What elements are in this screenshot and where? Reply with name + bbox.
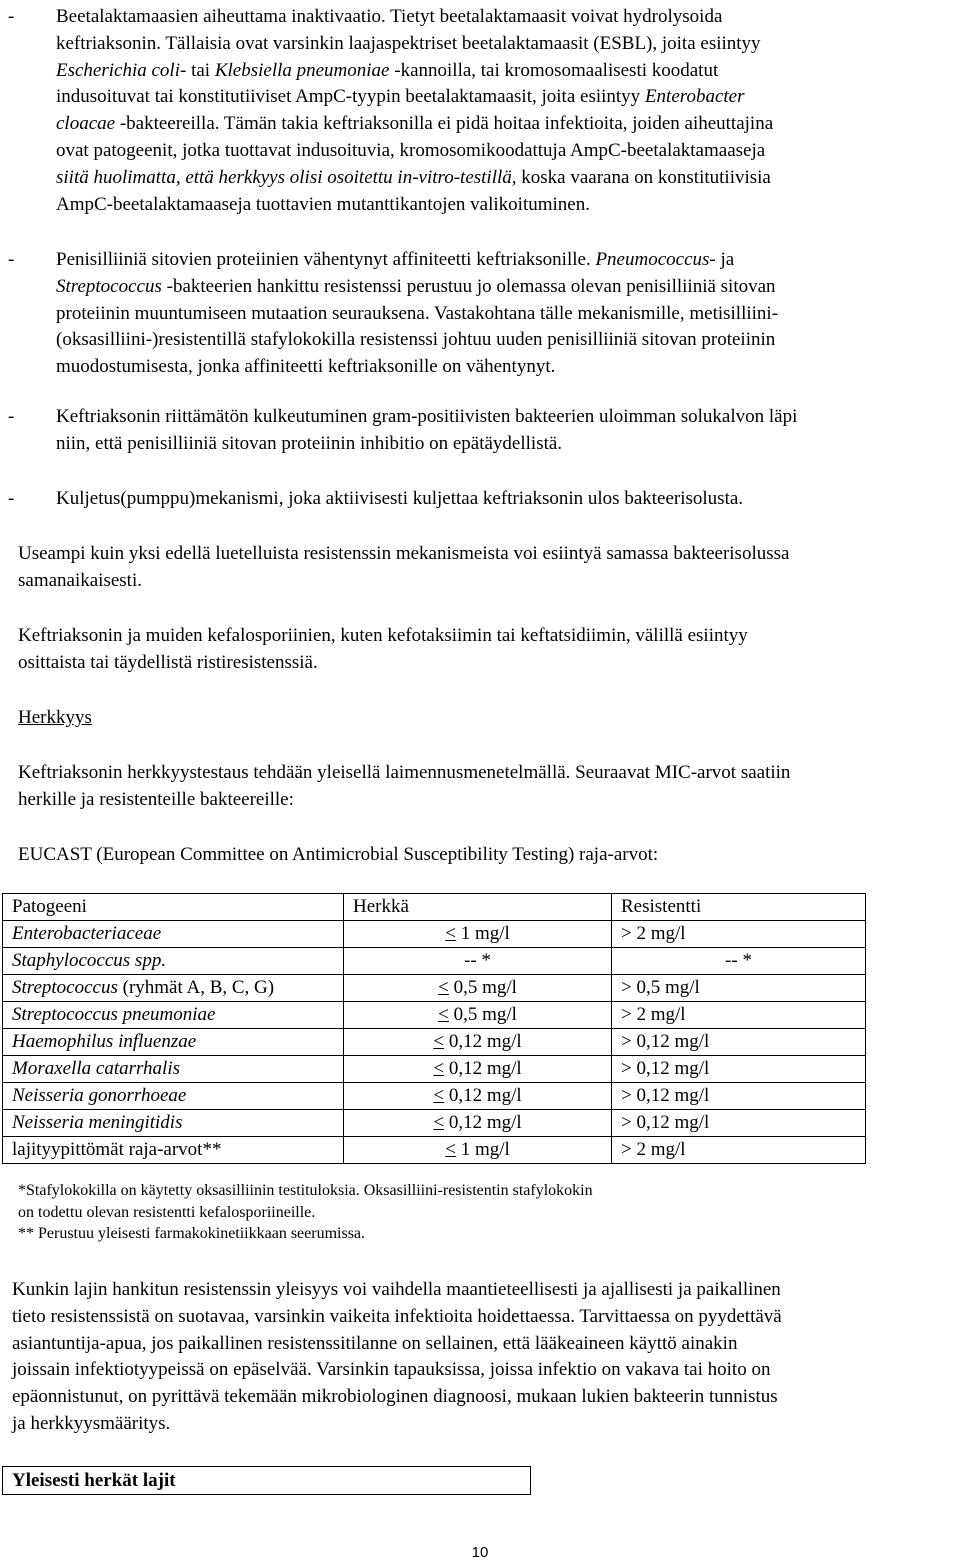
susceptible-cell xyxy=(344,921,612,948)
pathogen-cell xyxy=(3,1110,344,1137)
less-or-equal-symbol: < xyxy=(445,1139,456,1160)
susceptible-value: 1 mg/l xyxy=(455,1139,510,1160)
paragraph-testing xyxy=(18,759,956,813)
bullet-dash: - xyxy=(8,488,15,509)
text-run: indusoituvat tai konstitutiiviset AmpC-tyypin beetalaktamaasit, joita esiintyy xyxy=(56,86,645,108)
less-or-equal-symbol: < xyxy=(433,1085,445,1106)
italic-run: Neisseria gonorrhoeae xyxy=(12,1085,187,1106)
column-header: Patogeeni xyxy=(3,894,344,921)
bullet-dash: - xyxy=(8,249,15,270)
bullet-text xyxy=(56,4,956,218)
paragraph-regional-resistance xyxy=(12,1277,956,1438)
text-run: -bakteerien hankittu resistenssi perustuu jo olemassa olevan penisilliiniä sitovan xyxy=(161,275,776,297)
text-line xyxy=(56,31,956,58)
resistant-cell: > 0,12 mg/l xyxy=(612,1083,866,1110)
text-run: Kuljetus(pumppu)mekanismi, joka aktiivisesti kuljettaa keftriaksonin ulos bakteerisolusta. xyxy=(56,488,744,509)
text-run: Keftriaksonin riittämätön kulkeutuminen gram-positiivisten bakteerien uloimman solukalvon läpi xyxy=(56,406,798,427)
table-row xyxy=(3,948,866,975)
section-box-commonly-susceptible: Yleisesti herkät lajit xyxy=(2,1466,531,1495)
paragraph-cross-resistance xyxy=(18,622,956,676)
italic-run: Streptococcus xyxy=(12,977,118,998)
susceptible-value: 0,12 mg/l xyxy=(444,1058,522,1079)
text-line xyxy=(56,301,956,328)
table-row xyxy=(3,921,866,948)
text-run: koska vaarana on konstitutiivisia xyxy=(516,166,771,188)
less-or-equal-symbol: < xyxy=(433,1031,445,1052)
resistant-cell: > 0,12 mg/l xyxy=(612,1110,866,1137)
pathogen-cell xyxy=(3,1083,344,1110)
italic-run: cloacae xyxy=(56,113,116,135)
text-run: lajityypittömät raja-arvot** xyxy=(12,1139,222,1160)
text-line: Useampi kuin yksi edellä luetelluista resistenssin mekanismeista voi esiintyä samassa bakteerisolussa xyxy=(18,543,790,564)
text-line xyxy=(56,192,956,219)
page-number: 10 xyxy=(471,1544,489,1561)
text-line: osittaista tai täydellistä ristiresistenssiä. xyxy=(18,652,318,673)
text-line: Keftriaksonin ja muiden kefalosporiinien, kuten kefotaksiimin tai keftatsidiimin, välillä esiintyy xyxy=(18,625,748,646)
footnote-line: *Stafylokokilla on käytetty oksasilliinin testituloksia. Oksasilliini-resistentin stafylokokin xyxy=(18,1182,593,1199)
text-line: asiantuntija-apua, jos paikallinen resistenssitilanne on sellainen, että lääkeaineen käyttö ainakin xyxy=(12,1332,738,1354)
text-line xyxy=(56,111,956,138)
susceptible-value: 0,5 mg/l xyxy=(448,977,517,998)
susceptible-value: 0,12 mg/l xyxy=(444,1031,522,1052)
bullet-item xyxy=(8,247,956,381)
less-or-equal-symbol: < xyxy=(438,1004,449,1025)
resistant-cell: > 0,5 mg/l xyxy=(612,975,866,1002)
text-run: Beetalaktamaasien aiheuttama inaktivaatio. Tietyt beetalaktamaasit voivat hydrolysoida xyxy=(56,6,723,27)
text-run: Penisilliiniä sitovien proteiinien vähentynyt affiniteetti keftriaksonille. xyxy=(56,249,596,270)
column-header: Herkkä xyxy=(344,894,612,921)
susceptible-cell xyxy=(344,1137,612,1164)
resistant-cell: -- * xyxy=(612,948,866,975)
resistant-cell: > 0,12 mg/l xyxy=(612,1056,866,1083)
text-run: keftriaksonin. Tällaisia ovat varsinkin laajaspektriset beetalaktamaasit (ESBL), joita esiintyy xyxy=(56,32,761,54)
pathogen-cell xyxy=(3,1029,344,1056)
text-line xyxy=(56,138,956,165)
less-or-equal-symbol: < xyxy=(438,977,449,998)
mic-breakpoint-table xyxy=(2,893,866,1164)
italic-run: Enterobacter xyxy=(644,86,745,108)
text-line xyxy=(56,274,956,301)
text-line xyxy=(56,247,956,274)
text-run: niin, että penisilliiniä sitovan proteiinin inhibitio on epätäydellistä. xyxy=(56,432,563,454)
susceptible-value: 0,5 mg/l xyxy=(448,1004,517,1025)
italic-run: Streptococcus xyxy=(56,275,162,297)
text-line xyxy=(56,431,956,458)
text-run: - tai xyxy=(180,59,215,81)
less-or-equal-symbol: < xyxy=(433,1058,445,1079)
susceptible-value: 0,12 mg/l xyxy=(444,1085,522,1106)
pathogen-cell xyxy=(3,921,344,948)
bullet-text xyxy=(56,486,956,513)
footnote-line: ** Perustuu yleisesti farmakokinetiikkaan seerumissa. xyxy=(18,1225,366,1242)
table-row xyxy=(3,1083,866,1110)
susceptible-value: 1 mg/l xyxy=(455,923,510,944)
bullet-dash: - xyxy=(8,6,15,27)
susceptible-cell xyxy=(344,975,612,1002)
table-row xyxy=(3,1029,866,1056)
text-line xyxy=(56,354,956,381)
bullet-item xyxy=(8,404,956,458)
paragraph-multiple-mechanisms xyxy=(18,540,956,594)
text-run: - ja xyxy=(709,249,735,270)
susceptible-value: 0,12 mg/l xyxy=(444,1112,522,1133)
italic-run: Staphylococcus spp. xyxy=(12,950,167,971)
text-run: -bakteereilla. Tämän takia keftriaksonilla ei pidä hoitaa infektioita, joiden aiheuttajina xyxy=(115,113,774,135)
column-header: Resistentti xyxy=(612,894,866,921)
table-row xyxy=(3,1002,866,1029)
italic-run: Enterobacteriaceae xyxy=(12,923,162,944)
pathogen-cell xyxy=(3,1002,344,1029)
susceptible-cell xyxy=(344,1110,612,1137)
text-line: Keftriaksonin herkkyystestaus tehdään yleisellä laimennusmenetelmällä. Seuraavat MIC-arvot saatiin xyxy=(18,762,791,783)
paragraph-eucast: EUCAST (European Committee on Antimicrobial Susceptibility Testing) raja-arvot: xyxy=(18,844,659,865)
pathogen-cell xyxy=(3,1056,344,1083)
section-heading-susceptibility: Herkkyys xyxy=(18,707,92,728)
resistant-cell: > 2 mg/l xyxy=(612,1002,866,1029)
bullet-item xyxy=(8,486,956,513)
bullet-dash: - xyxy=(8,406,15,427)
text-line xyxy=(56,4,956,31)
less-or-equal-symbol: < xyxy=(433,1112,445,1133)
susceptible-cell xyxy=(344,1056,612,1083)
italic-run: Streptococcus pneumoniae xyxy=(12,1004,216,1025)
text-run: (oksasilliini-)resistentillä stafylokokilla resistenssi johtuu uuden penisilliiniä sitovan proteiinin xyxy=(56,329,776,351)
text-line xyxy=(56,165,956,192)
text-line: tieto resistenssistä on suotavaa, varsinkin vaikeita infektioita hoidettaessa. Tarvittaessa on pyydettävä xyxy=(12,1305,782,1327)
bullet-text xyxy=(56,404,956,458)
text-run: -kannoilla, tai kromosomaalisesti koodatut xyxy=(389,59,719,81)
table-row xyxy=(3,1056,866,1083)
resistant-cell: > 2 mg/l xyxy=(612,921,866,948)
text-line: Kunkin lajin hankitun resistenssin yleisyys voi vaihdella maantieteellisesti ja ajallisesti ja paikallinen xyxy=(12,1279,781,1300)
pathogen-cell xyxy=(3,948,344,975)
susceptible-cell xyxy=(344,1083,612,1110)
text-line: joissain infektiotyypeissä on epäselvää. Varsinkin tapauksissa, joissa infektio on vakava tai hoito on xyxy=(12,1359,771,1381)
italic-run: Neisseria meningitidis xyxy=(12,1112,183,1133)
text-line: epäonnistunut, on pyrittävä tekemään mikrobiologinen diagnoosi, mukaan lukien bakteerin tunnistus xyxy=(12,1386,778,1408)
text-line xyxy=(56,84,956,111)
text-run: (ryhmät A, B, C, G) xyxy=(117,977,275,998)
text-line xyxy=(56,486,956,513)
italic-run: Moraxella catarrhalis xyxy=(12,1058,181,1079)
footnote-line: on todettu olevan resistentti kefalosporiineille. xyxy=(18,1203,316,1221)
susceptible-cell: -- * xyxy=(344,948,612,975)
text-line xyxy=(56,327,956,354)
italic-run: Haemophilus influenzae xyxy=(12,1031,197,1052)
text-run: ovat patogeenit, jotka tuottavat indusoituvia, kromosomikoodattuja AmpC-beetalaktamaaseja xyxy=(56,139,766,161)
table-header-row xyxy=(3,894,866,921)
italic-run: Pneumococcus xyxy=(595,249,710,270)
text-run: muodostumisesta, jonka affiniteetti keftriaksonille on vähentynyt. xyxy=(56,356,556,378)
less-or-equal-symbol: < xyxy=(445,923,456,944)
table-footnotes xyxy=(18,1180,918,1245)
resistant-cell: > 0,12 mg/l xyxy=(612,1029,866,1056)
pathogen-cell xyxy=(3,975,344,1002)
table-row xyxy=(3,1110,866,1137)
text-line: samanaikaisesti. xyxy=(18,570,142,591)
susceptible-cell xyxy=(344,1002,612,1029)
italic-run: siitä huolimatta, että herkkyys olisi osoitettu in-vitro-testillä, xyxy=(56,166,517,188)
text-run: AmpC-beetalaktamaaseja tuottavien mutanttikantojen valikoituminen. xyxy=(56,193,590,215)
pathogen-cell xyxy=(3,1137,344,1164)
text-line xyxy=(56,58,956,85)
susceptible-cell xyxy=(344,1029,612,1056)
text-run: proteiinin muuntumiseen mutaation seurauksena. Vastakohtana tälle mekanismille, metisilliini- xyxy=(56,302,779,324)
text-line xyxy=(56,404,956,431)
italic-run: Klebsiella pneumoniae xyxy=(214,59,390,81)
text-line: ja herkkyysmääritys. xyxy=(12,1412,171,1434)
table-row xyxy=(3,1137,866,1164)
table-row xyxy=(3,975,866,1002)
bullet-item xyxy=(8,4,956,218)
italic-run: Escherichia coli xyxy=(56,59,180,81)
resistant-cell: > 2 mg/l xyxy=(612,1137,866,1164)
bullet-text xyxy=(56,247,956,381)
text-line: herkille ja resistenteille bakteereille: xyxy=(18,789,294,810)
